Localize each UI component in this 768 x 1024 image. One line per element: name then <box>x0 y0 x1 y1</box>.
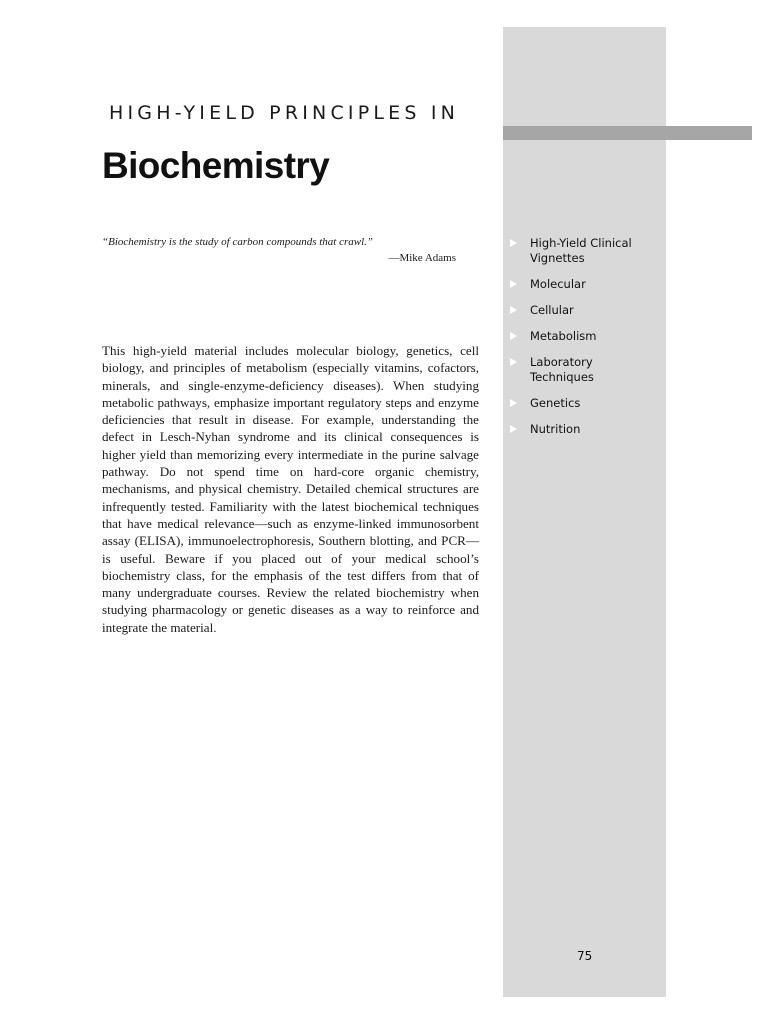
epigraph-author: —Mike Adams <box>388 252 456 264</box>
topic-list <box>510 236 660 448</box>
topic-label: Genetics <box>530 396 581 410</box>
topic-item-laboratory-techniques <box>510 355 660 385</box>
chapter-title: Biochemistry <box>102 145 330 186</box>
topic-item-clinical-vignettes <box>510 236 660 266</box>
triangle-bullet-icon <box>510 332 517 340</box>
topic-label: Molecular <box>530 277 586 291</box>
topic-item-molecular <box>510 277 660 292</box>
topic-item-cellular <box>510 303 660 318</box>
topic-label: Cellular <box>530 303 574 317</box>
triangle-bullet-icon <box>510 306 517 314</box>
triangle-bullet-icon <box>510 358 517 366</box>
header-rule-bar <box>503 126 752 140</box>
topic-label: High-Yield Clinical Vignettes <box>530 236 632 265</box>
topic-label: Laboratory Techniques <box>530 355 594 384</box>
triangle-bullet-icon <box>510 425 517 433</box>
triangle-bullet-icon <box>510 280 517 288</box>
topic-label: Nutrition <box>530 422 581 436</box>
epigraph <box>102 234 456 266</box>
triangle-bullet-icon <box>510 399 517 407</box>
sidebar-panel <box>503 27 666 997</box>
epigraph-quote: “Biochemistry is the study of carbon compounds that crawl.” <box>102 236 374 248</box>
topic-item-genetics <box>510 396 660 411</box>
topic-item-metabolism <box>510 329 660 344</box>
chapter-kicker: HIGH-YIELD PRINCIPLES IN <box>109 102 460 124</box>
triangle-bullet-icon <box>510 239 517 247</box>
intro-paragraph: This high-yield material includes molecular biology, genetics, cell biology, and principles of metabolism (especially vitamins, cofactors, minerals, and single-enzyme-deficiency diseases). When studying metabolic pathways, emphasize important regulatory steps and enzyme deficiencies that result in disease. For example, understanding the defect in Lesch-Nyhan syndrome and its clinical consequences is higher yield than memorizing every intermediate in the purine salvage pathway. Do not spend time on hard-core organic chemistry, mechanisms, and physical chemistry. Detailed chemical structures are infrequently tested. Familiarity with the latest biochemical techniques that have medical relevance—such as enzyme-linked immunosorbent assay (ELISA), immunoelectrophoresis, Southern blotting, and PCR—is useful. Beware if you placed out of your medical school’s biochemistry class, for the emphasis of the test differs from that of many undergraduate courses. Review the related biochemistry when studying pharmacology or genetic diseases as a way to reinforce and integrate the material. <box>102 343 479 635</box>
page-number: 75 <box>577 949 593 963</box>
topic-item-nutrition <box>510 422 660 437</box>
topic-label: Metabolism <box>530 329 597 343</box>
